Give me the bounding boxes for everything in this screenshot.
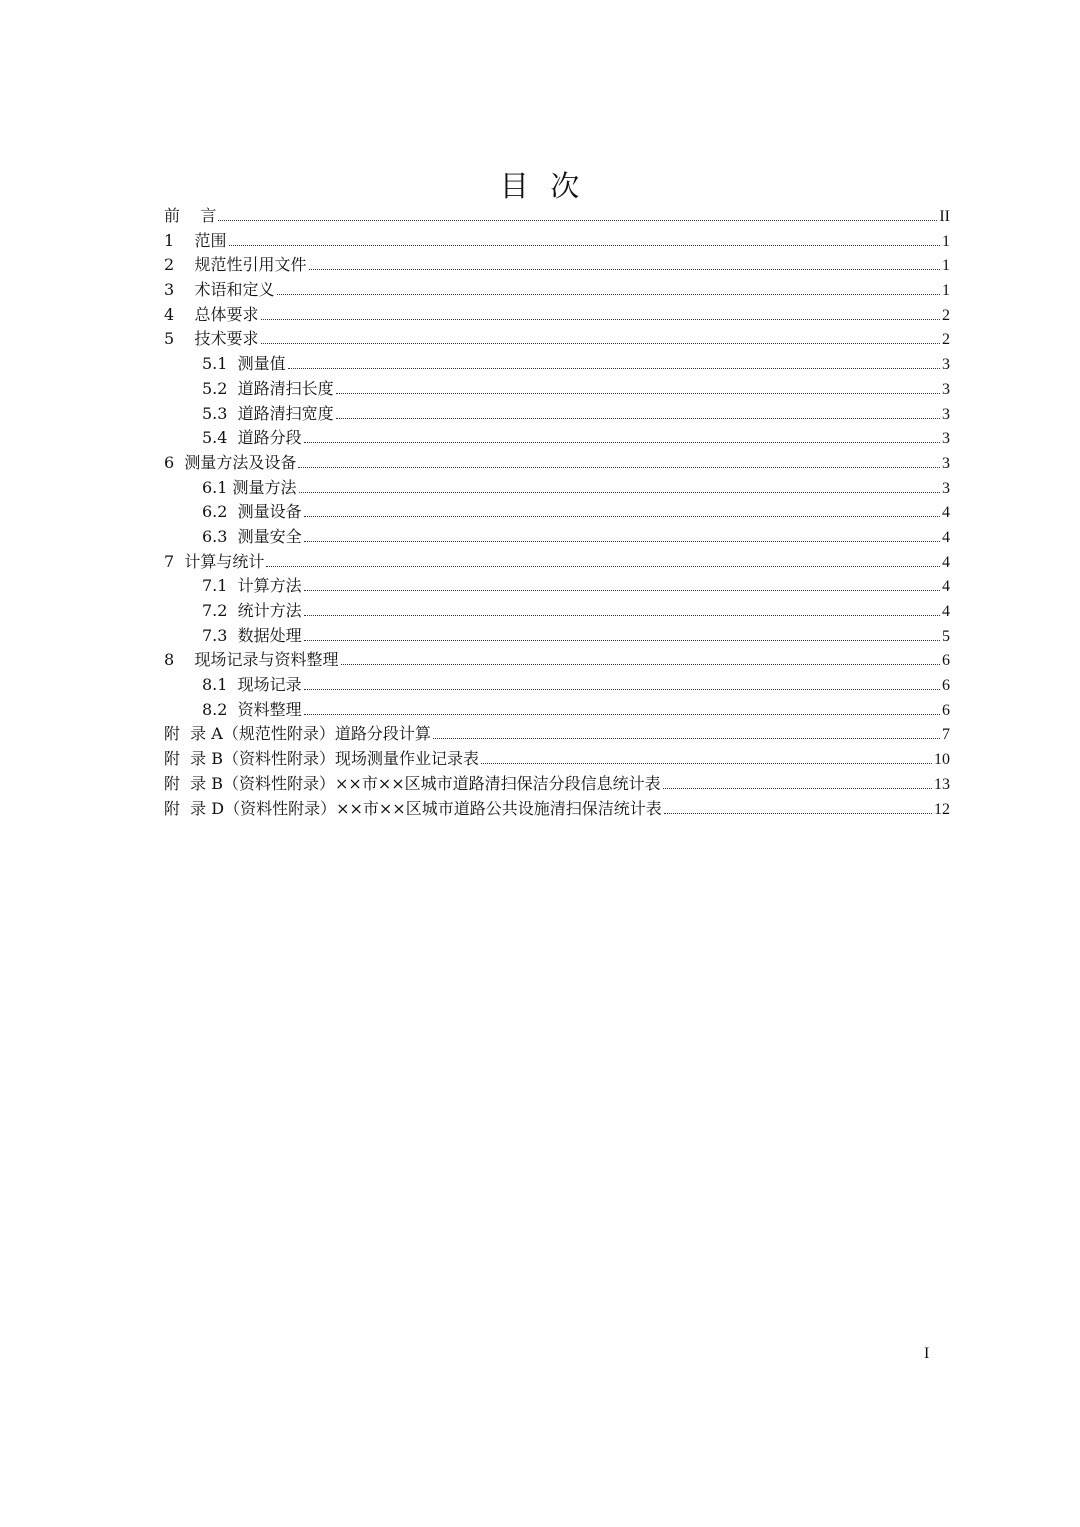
toc-entry[interactable]: [164, 402, 950, 427]
toc-entry[interactable]: [164, 500, 950, 525]
toc-dot-leader: [304, 640, 940, 641]
toc-dot-leader: [304, 615, 940, 616]
toc-entry-page: 4: [942, 553, 950, 571]
toc-entry[interactable]: [164, 722, 950, 747]
toc-entry[interactable]: [164, 525, 950, 550]
toc-dot-leader: [304, 590, 940, 591]
toc-entry-page: II: [939, 208, 950, 225]
toc-entry-label: 5 技术要求: [164, 329, 259, 349]
toc-entry-label: 7.3 数据处理: [202, 625, 302, 645]
toc-entry-label: 7.2 统计方法: [202, 601, 302, 620]
toc-dot-leader: [261, 319, 940, 320]
toc-entry-label: 1 范围: [164, 230, 227, 250]
toc-entry[interactable]: [164, 204, 950, 229]
toc-dot-leader: [229, 245, 940, 246]
toc-entry[interactable]: [164, 303, 950, 328]
toc-entry-page: 3: [942, 454, 950, 472]
toc-entry[interactable]: [164, 648, 950, 673]
toc-dot-leader: [298, 467, 940, 468]
toc-entry-label: 5.3 道路清扫宽度: [202, 403, 334, 423]
toc-entry-page: 4: [942, 578, 950, 596]
toc-entry[interactable]: [164, 426, 950, 451]
toc-dot-leader: [481, 763, 932, 764]
toc-entry-page: 3: [942, 479, 950, 497]
toc-dot-leader: [277, 294, 940, 295]
toc-dot-leader: [304, 714, 940, 715]
toc-entry-page: 6: [942, 652, 950, 670]
toc-entry-label: 6.1 测量方法: [202, 477, 297, 497]
toc-dot-leader: [304, 541, 940, 542]
toc-entry-page: 4: [942, 504, 950, 522]
toc-entry[interactable]: [164, 278, 950, 303]
toc-entry-page: 3: [942, 356, 950, 374]
toc-dot-leader: [288, 368, 940, 369]
toc-dot-leader: [304, 689, 940, 690]
toc-entry-page: 6: [942, 677, 950, 695]
toc-entry-label: 8.2 资料整理: [202, 699, 302, 719]
toc-list: [164, 204, 950, 821]
toc-entry[interactable]: [164, 574, 950, 599]
toc-entry-label: 6.2 测量设备: [202, 502, 302, 522]
toc-entry-label: 5.1 测量值: [202, 354, 286, 374]
toc-entry[interactable]: [164, 747, 950, 772]
toc-entry[interactable]: [164, 253, 950, 278]
toc-dot-leader: [261, 343, 940, 344]
toc-dot-leader: [433, 738, 940, 739]
toc-entry[interactable]: [164, 698, 950, 723]
toc-entry-label: 附 录 B（资料性附录）××市××区城市道路清扫保洁分段信息统计表: [164, 773, 661, 793]
toc-entry-label: 附 录 D（资料性附录）××市××区城市道路公共设施清扫保洁统计表: [164, 798, 662, 818]
toc-entry-label: 7.1 计算方法: [202, 576, 302, 596]
toc-dot-leader: [341, 664, 940, 665]
toc-entry-label: 2 规范性引用文件: [164, 255, 307, 275]
toc-dot-leader: [336, 418, 940, 419]
toc-entry-page: 1: [942, 232, 950, 250]
toc-dot-leader: [299, 492, 940, 493]
toc-entry[interactable]: [164, 352, 950, 377]
toc-entry-label: 3 术语和定义: [164, 280, 275, 300]
toc-entry-page: 4: [942, 528, 950, 546]
toc-entry-page: 12: [934, 800, 950, 818]
toc-entry[interactable]: [164, 550, 950, 575]
toc-title: 目 次: [499, 169, 581, 203]
toc-dot-leader: [218, 220, 937, 221]
toc-entry-label: 前 言: [164, 206, 217, 225]
toc-entry[interactable]: [164, 772, 950, 797]
toc-entry-page: 3: [942, 380, 950, 398]
toc-entry[interactable]: [164, 377, 950, 402]
toc-entry-label: 附 录 B（资料性附录）现场测量作业记录表: [164, 749, 480, 769]
toc-entry-page: 13: [934, 775, 950, 793]
toc-entry-label: 8 现场记录与资料整理: [164, 650, 339, 670]
toc-entry-label: 6.3 测量安全: [202, 526, 302, 546]
toc-entry-label: 7 计算与统计: [164, 551, 265, 571]
toc-entry-label: 附 录 A（规范性附录）道路分段计算: [164, 724, 431, 744]
toc-entry-page: 6: [942, 701, 950, 719]
toc-entry[interactable]: [164, 797, 950, 822]
toc-entry-label: 4 总体要求: [164, 304, 259, 324]
toc-dot-leader: [304, 442, 940, 443]
toc-dot-leader: [309, 269, 940, 270]
toc-entry[interactable]: [164, 599, 950, 624]
toc-entry-page: 1: [942, 282, 950, 300]
toc-entry-page: 5: [942, 627, 950, 645]
page-number: I: [924, 1345, 930, 1362]
toc-entry-page: 2: [942, 306, 950, 324]
toc-entry-page: 3: [942, 405, 950, 423]
toc-entry-label: 6 测量方法及设备: [164, 452, 297, 472]
toc-entry-page: 2: [942, 331, 950, 349]
toc-entry-label: 5.2 道路清扫长度: [202, 378, 334, 398]
toc-entry-page: 10: [934, 751, 950, 769]
toc-dot-leader: [664, 813, 932, 814]
toc-entry-label: 8.1 现场记录: [202, 675, 302, 695]
toc-entry[interactable]: [164, 476, 950, 501]
toc-dot-leader: [304, 516, 940, 517]
toc-entry-page: 3: [942, 430, 950, 448]
toc-entry[interactable]: [164, 229, 950, 254]
toc-entry-label: 5.4 道路分段: [202, 428, 302, 448]
toc-dot-leader: [336, 393, 940, 394]
toc-dot-leader: [663, 788, 932, 789]
toc-dot-leader: [266, 566, 940, 567]
toc-entry[interactable]: [164, 327, 950, 352]
toc-entry[interactable]: [164, 451, 950, 476]
toc-entry[interactable]: [164, 624, 950, 649]
toc-entry-page: 4: [942, 603, 950, 620]
toc-entry-page: 7: [942, 726, 950, 744]
toc-entry-page: 1: [942, 257, 950, 275]
toc-entry[interactable]: [164, 673, 950, 698]
